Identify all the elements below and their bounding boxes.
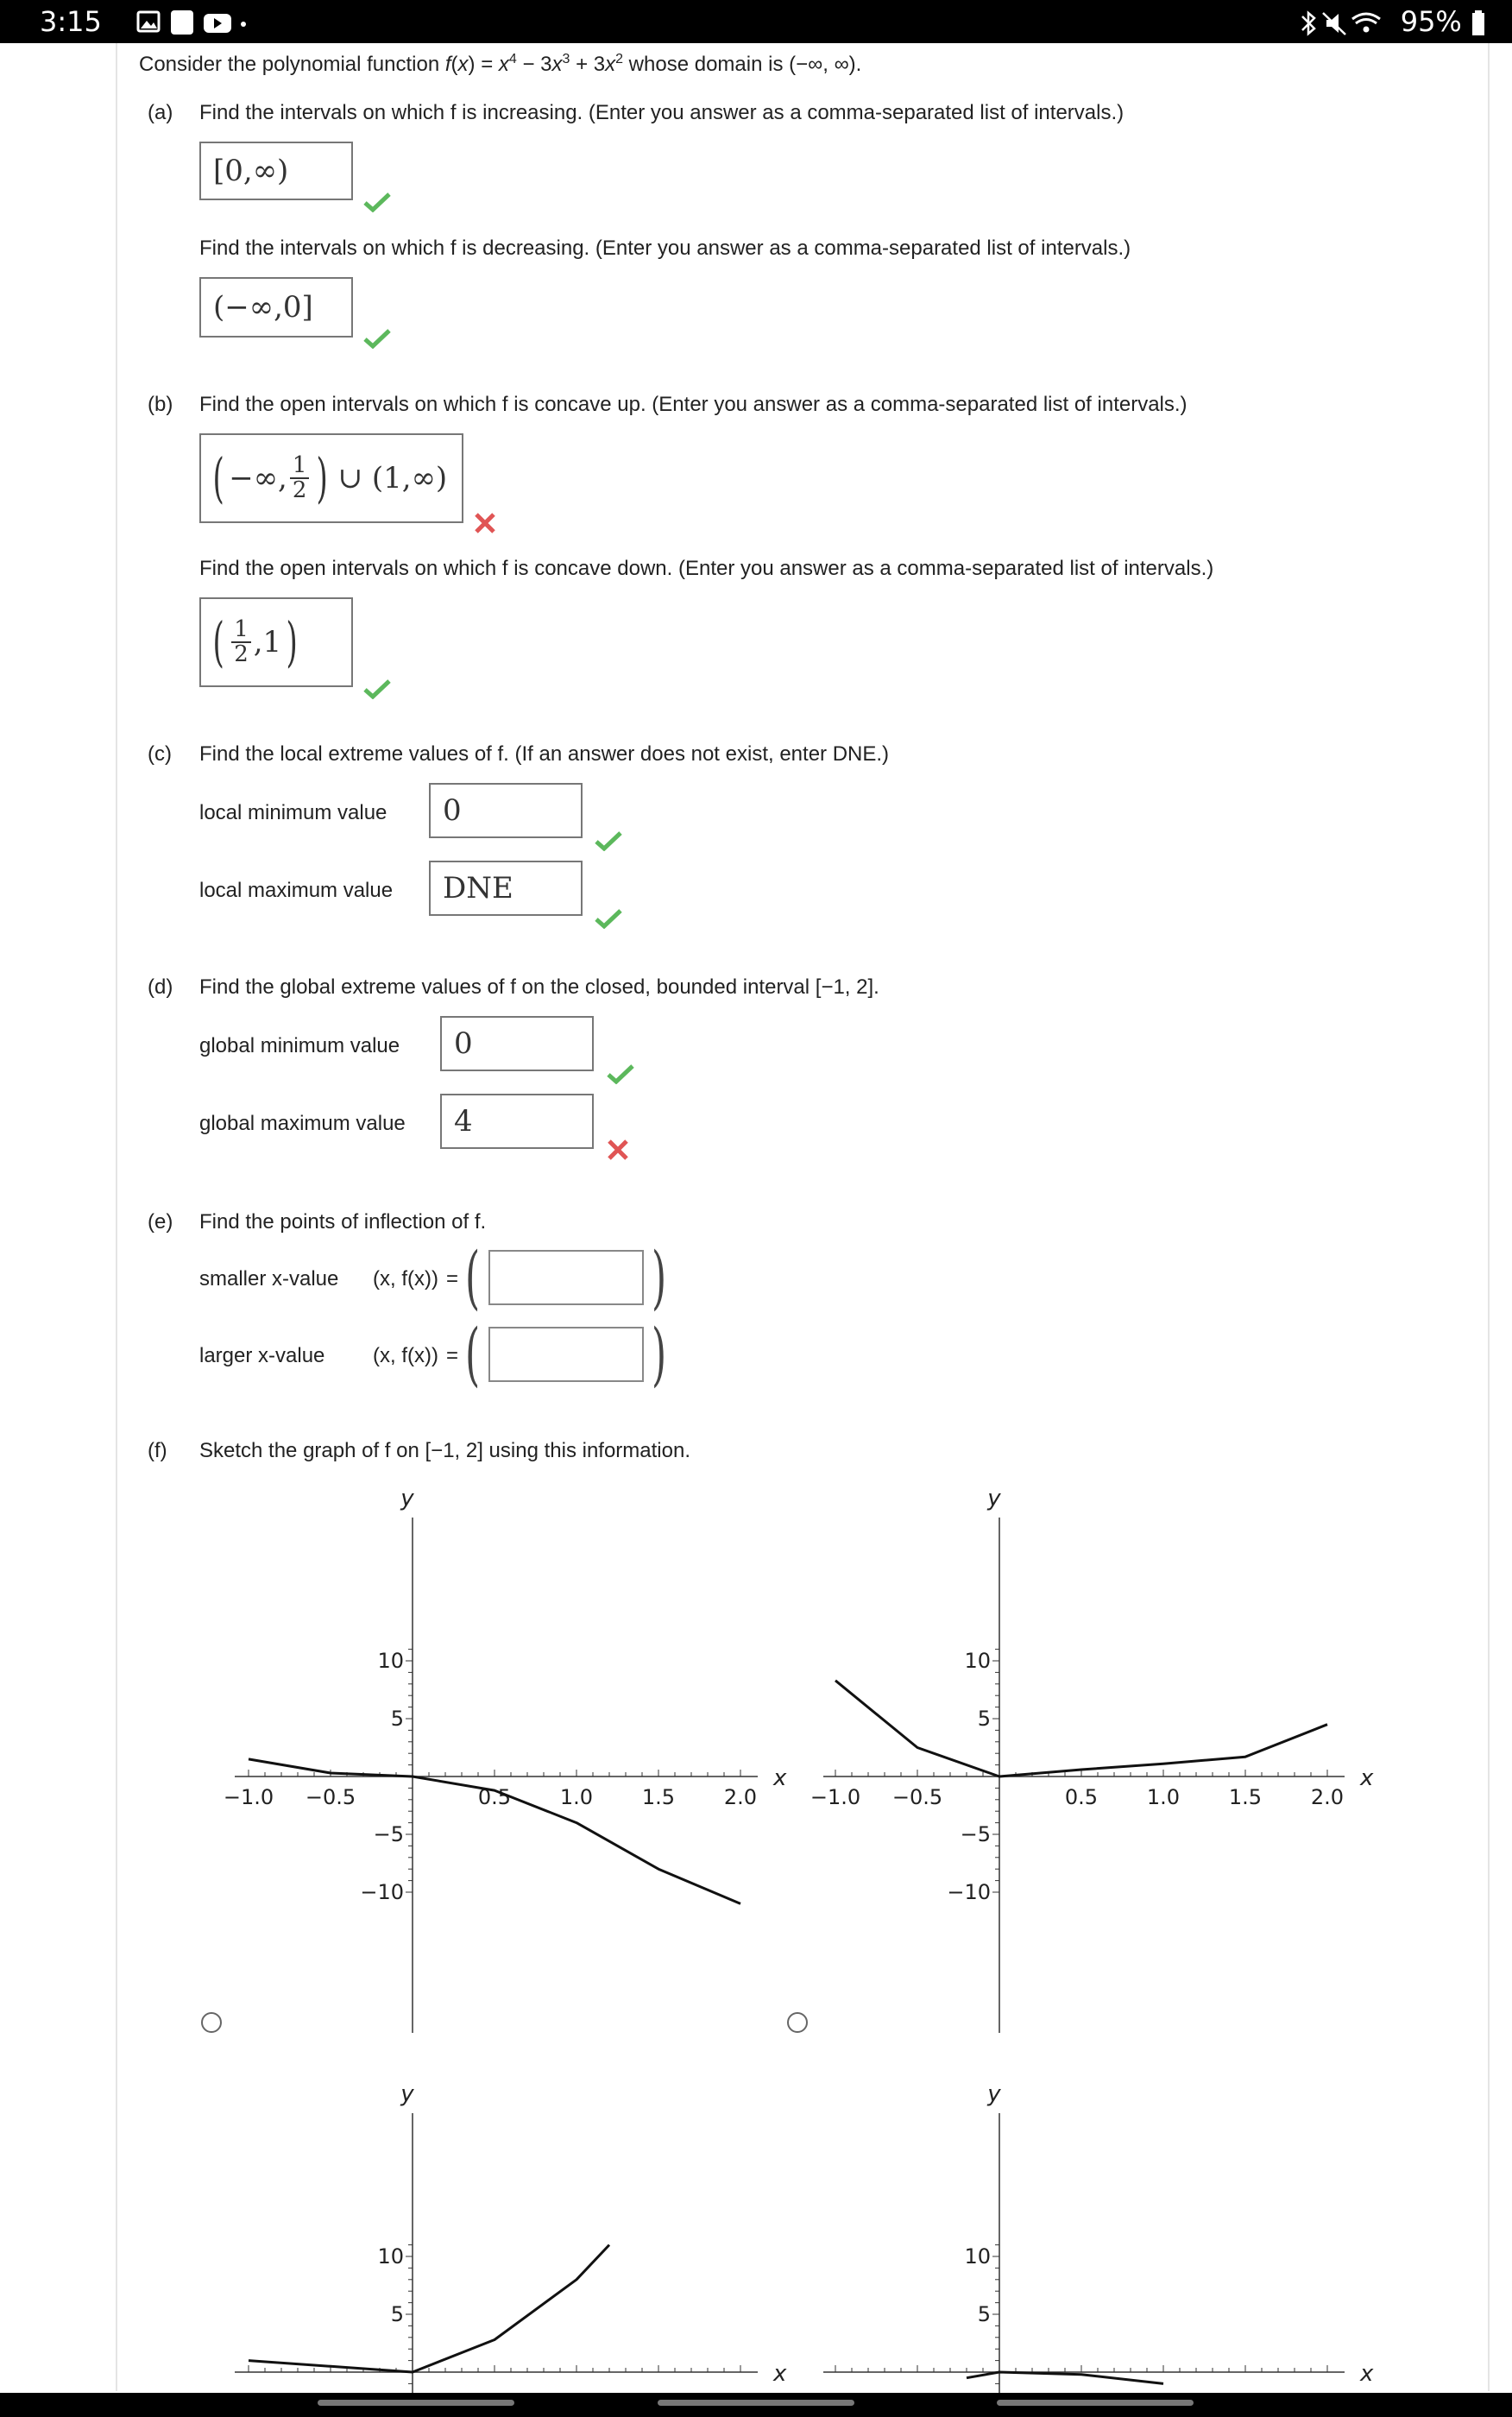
right-paren: ) [652, 1237, 667, 1317]
x-axis-label: x [1360, 2361, 1374, 2387]
function-curve [249, 1759, 740, 1903]
part-b-down-prompt: Find the open intervals on which f is concave down. (Enter you answer as a comma-separated list of intervals.) [199, 557, 1214, 580]
part-e-label: (e) [148, 1210, 173, 1234]
y-tick-label: 5 [977, 1707, 991, 1731]
function-curve [249, 2245, 609, 2372]
x-axis-label: x [1360, 1765, 1374, 1791]
global-min-label: global minimum value [199, 1034, 400, 1057]
part-a-label: (a) [148, 101, 173, 124]
local-min-label: local minimum value [199, 801, 387, 824]
x-tick-label: 0.5 [477, 1785, 512, 1809]
x-tick-label: 2.0 [723, 1785, 758, 1809]
clock: 3:15 [40, 5, 102, 38]
y-tick-label: 10 [964, 2244, 991, 2269]
y-axis-label: y [400, 1486, 414, 1511]
part-f-label: (f) [148, 1439, 167, 1462]
battery-percent: 95% [1400, 5, 1462, 38]
inflection-large-label: larger x-value [199, 1344, 325, 1367]
y-tick-label: 10 [377, 2244, 404, 2269]
x-tick-label: 2.0 [1310, 1785, 1345, 1809]
part-d-label: (d) [148, 975, 173, 999]
global-max-label: global maximum value [199, 1112, 406, 1135]
y-axis-label: y [400, 2081, 414, 2107]
local-max-label: local maximum value [199, 879, 394, 902]
question-intro: Consider the polynomial function $f(x) = x^4 - 3x^3 + 3x^2$ whose domain is (−∞, ∞). [139, 52, 862, 76]
concave-down-answer-field[interactable]: ( $\frac{1}{2}$ ,1 ) [199, 597, 353, 687]
graph-option-2-radio[interactable] [787, 2012, 808, 2033]
function-curve [967, 2372, 1163, 2383]
y-tick-label: −10 [360, 1880, 404, 1904]
x-tick-label: 1.5 [1228, 1785, 1263, 1809]
part-b-up-prompt: Find the open intervals on which f is concave up. (Enter you answer as a comma-separated list of intervals.) [199, 393, 1188, 416]
y-tick-label: 5 [977, 2302, 991, 2326]
x-tick-label: −1.0 [223, 1785, 274, 1809]
nav-handle[interactable] [658, 2400, 854, 2406]
inflection-small-pair-label: (x, f(x)) [373, 1267, 438, 1291]
part-a-inc-prompt: Find the intervals on which f is increasing. (Enter you answer as a comma-separated list of intervals.) [199, 101, 1125, 124]
left-paren: ( [465, 1314, 481, 1394]
local-max-field[interactable]: DNE [429, 861, 583, 916]
global-max-field[interactable]: 4 [440, 1094, 594, 1149]
local-min-field[interactable]: 0 [429, 783, 583, 838]
left-paren: ( [465, 1237, 481, 1317]
increasing-answer-field[interactable]: [0,∞) [199, 142, 353, 200]
graph-option-1 [224, 1486, 787, 2033]
graph-option-1-radio[interactable] [201, 2012, 222, 2033]
y-tick-label: 5 [390, 1707, 404, 1731]
y-tick-label: −10 [947, 1880, 991, 1904]
function-curve [835, 1681, 1327, 1776]
nav-handle[interactable] [997, 2400, 1194, 2406]
part-c-prompt: Find the local extreme values of f. (If an answer does not exist, enter DNE.) [199, 742, 890, 766]
x-tick-label: −0.5 [305, 1785, 356, 1809]
decreasing-answer-field[interactable]: (−∞,0] [199, 277, 353, 338]
y-axis-label: y [987, 1486, 1001, 1511]
y-axis-label: y [987, 2081, 1001, 2107]
global-min-field[interactable]: 0 [440, 1016, 594, 1071]
part-a-dec-prompt: Find the intervals on which f is decreasing. (Enter you answer as a comma-separated list of intervals.) [199, 237, 1131, 260]
y-tick-label: −5 [373, 1822, 404, 1846]
y-tick-label: 10 [964, 1649, 991, 1673]
inflection-large-pair-label: (x, f(x)) [373, 1344, 438, 1367]
graph-option-2 [810, 1486, 1374, 2033]
inflection-large-equals: = [446, 1344, 459, 1367]
x-tick-label: 1.5 [641, 1785, 676, 1809]
inflection-small-label: smaller x-value [199, 1267, 339, 1291]
part-f-prompt: Sketch the graph of f on [−1, 2] using this information. [199, 1439, 691, 1462]
right-paren: ) [652, 1314, 667, 1394]
inflection-small-equals: = [446, 1267, 459, 1291]
part-c-label: (c) [148, 742, 172, 766]
x-tick-label: 1.0 [1146, 1785, 1181, 1809]
part-d-prompt: Find the global extreme values of f on the closed, bounded interval [−1, 2]. [199, 975, 879, 999]
part-b-label: (b) [148, 393, 173, 416]
x-tick-label: 1.0 [559, 1785, 594, 1809]
x-tick-label: 0.5 [1064, 1785, 1099, 1809]
navigation-bar [0, 2393, 1512, 2417]
x-axis-label: x [773, 1765, 787, 1791]
y-tick-label: 5 [390, 2302, 404, 2326]
part-e-prompt: Find the points of inflection of f. [199, 1210, 487, 1234]
x-axis-label: x [773, 2361, 787, 2387]
x-tick-label: −0.5 [891, 1785, 943, 1809]
concave-up-answer-field[interactable]: ( −∞, $\frac{1}{2}$ ) ∪ (1,∞) [199, 433, 463, 523]
graph-option-3 [235, 2081, 787, 2393]
x-tick-label: −1.0 [810, 1785, 861, 1809]
graph-option-4 [823, 2081, 1374, 2393]
nav-handle[interactable] [318, 2400, 514, 2406]
y-tick-label: −5 [960, 1822, 991, 1846]
y-tick-label: 10 [377, 1649, 404, 1673]
